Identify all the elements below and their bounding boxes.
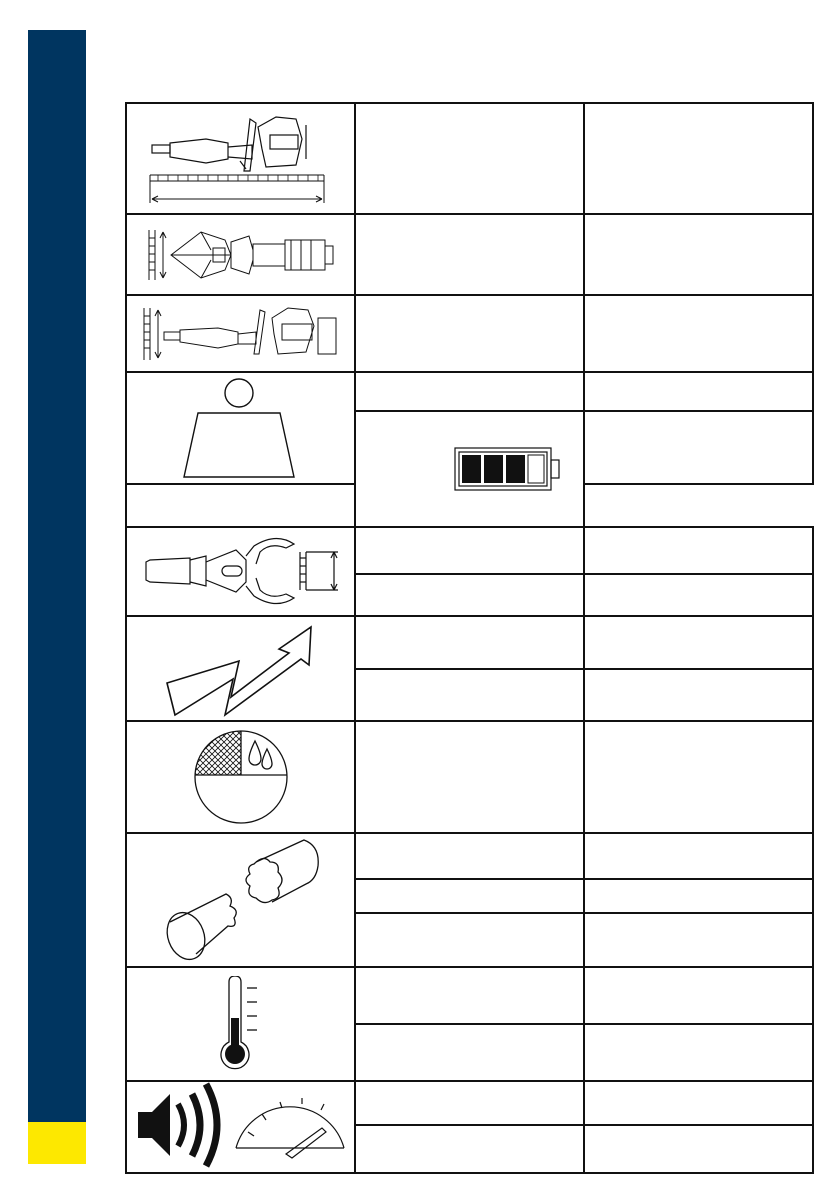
spec-label <box>356 1049 583 1057</box>
spec-label-cell <box>355 967 584 1024</box>
spec-label-cell <box>355 669 584 721</box>
temperature-icon <box>211 976 271 1072</box>
icon-cell <box>126 214 355 295</box>
spec-value <box>585 251 812 259</box>
spec-value-cell <box>584 214 813 295</box>
table-row <box>126 295 813 372</box>
spec-label-cell <box>355 879 584 913</box>
spec-label <box>356 936 583 944</box>
table-row <box>126 616 813 669</box>
spec-value-cell <box>584 1024 813 1081</box>
spec-value-cell <box>584 616 813 669</box>
spec-label <box>356 591 583 599</box>
icon-cell <box>126 833 355 967</box>
spec-value-cell <box>584 295 813 372</box>
icon-cell <box>126 967 355 1081</box>
battery-icon <box>453 446 563 492</box>
noise-speed-icons <box>136 1082 346 1172</box>
spec-value-cell <box>584 103 813 214</box>
table-row <box>126 721 813 833</box>
spec-label-cell <box>355 214 584 295</box>
spec-value-cell <box>584 967 813 1024</box>
spec-label <box>356 1099 583 1107</box>
weight-icon <box>176 373 306 483</box>
spec-label <box>356 251 583 259</box>
spec-label-cell <box>355 721 584 833</box>
spec-label <box>356 388 583 396</box>
spec-label <box>356 691 583 699</box>
spec-label <box>356 639 583 647</box>
spec-label <box>356 155 583 163</box>
table-row <box>126 833 813 879</box>
table-row <box>126 372 813 411</box>
spec-label-cell <box>355 616 584 669</box>
spec-label-cell <box>355 574 584 616</box>
spec-value-cell <box>584 833 813 879</box>
spec-label-cell <box>355 1081 584 1125</box>
spec-label-cell <box>355 295 584 372</box>
battery-cell <box>355 411 584 527</box>
spec-label <box>356 992 583 1000</box>
spec-value <box>585 155 812 163</box>
spec-value-cell <box>584 372 813 411</box>
sidebar-accent <box>28 1122 86 1164</box>
table-row <box>126 1081 813 1125</box>
icon-cell <box>126 616 355 721</box>
protection-rating-icon <box>191 727 291 827</box>
spec-value <box>127 502 354 510</box>
spec-value <box>585 773 812 781</box>
sidebar-band <box>28 30 86 1122</box>
spec-label <box>356 892 583 900</box>
spreader-opening-icon <box>136 532 346 612</box>
spec-value <box>585 992 812 1000</box>
force-icon <box>161 621 321 717</box>
table-row <box>126 214 813 295</box>
spec-table <box>125 102 814 1174</box>
tool-length-icon <box>146 109 336 209</box>
spec-label <box>356 852 583 860</box>
spec-label-cell <box>355 833 584 879</box>
spec-value-cell <box>584 879 813 913</box>
spec-label <box>356 330 583 338</box>
cutting-capacity-icon <box>156 836 326 964</box>
spec-value <box>585 547 812 555</box>
spec-value-cell <box>584 913 813 967</box>
table-row <box>126 103 813 214</box>
spec-value <box>585 1145 812 1153</box>
speed-gauge-icon <box>236 1098 344 1158</box>
icon-cell <box>126 721 355 833</box>
spec-value-cell <box>584 411 813 484</box>
spec-value-cell <box>584 669 813 721</box>
spec-label-cell <box>355 913 584 967</box>
spec-value <box>585 639 812 647</box>
spec-label-cell <box>355 103 584 214</box>
spec-label-cell <box>355 372 584 411</box>
spec-value-cell <box>584 721 813 833</box>
spec-value <box>585 892 812 900</box>
spec-value <box>585 591 812 599</box>
icon-cell <box>126 372 355 484</box>
spec-value-cell <box>584 527 813 574</box>
spec-value <box>585 691 812 699</box>
spec-value <box>585 852 812 860</box>
spec-value <box>585 330 812 338</box>
spec-label-cell <box>355 1024 584 1081</box>
spec-value <box>585 1099 812 1107</box>
table-row <box>126 967 813 1024</box>
table-row <box>126 527 813 574</box>
noise-icon <box>138 1084 217 1166</box>
spec-label <box>356 773 583 781</box>
spec-value-cell <box>584 1081 813 1125</box>
spec-label <box>356 1145 583 1153</box>
icon-cell <box>126 527 355 616</box>
spec-label-cell <box>355 1125 584 1173</box>
spec-label <box>356 547 583 555</box>
spec-value <box>585 444 812 452</box>
spec-value-cell <box>584 1125 813 1173</box>
icon-cell <box>126 103 355 214</box>
spec-label-cell <box>355 527 584 574</box>
icon-cell <box>126 1081 355 1173</box>
spec-value <box>585 388 812 396</box>
spec-value <box>585 936 812 944</box>
spec-value <box>585 1049 812 1057</box>
cutter-opening-icon <box>141 220 341 290</box>
spec-value-cell <box>126 484 355 527</box>
spec-value-cell <box>584 574 813 616</box>
tool-height-icon <box>138 304 344 364</box>
icon-cell <box>126 295 355 372</box>
